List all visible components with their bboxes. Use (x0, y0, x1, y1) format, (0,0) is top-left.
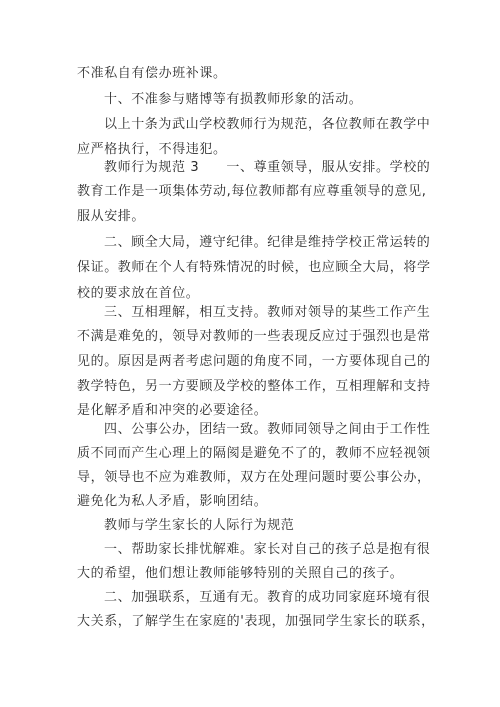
text-line: 保证。教师在个人有特殊情况的时候，也应顾全大局，将学 (77, 260, 431, 275)
text-line: 应严格执行，不得违犯。 (77, 142, 227, 157)
text-line: 三、互相理解，相互支持。教师对领导的某些工作产生 (104, 305, 431, 320)
text-line: 一、帮助家长排忧解难。家长对自己的孩子总是抱有很 (104, 542, 431, 557)
text-line: 导，领导也不应为难教师，双方在处理问题时要公事公办， (77, 470, 431, 485)
text-line: 教师行为规范 3 一、尊重领导，服从安排。学校的 (104, 160, 431, 175)
text-line: 不准私自有偿办班补课。 (77, 66, 227, 81)
text-line: 校的要求放在首位。 (77, 286, 200, 301)
text-line: 见的。原因是两者考虑问题的角度不同，一方要体现自己的 (77, 354, 431, 369)
text-line: 二、顾全大局，遵守纪律。纪律是维持学校正常运转的 (104, 235, 431, 250)
text-line: 大的希望，他们想让教师能够特别的关照自己的孩子。 (77, 566, 404, 581)
text-line: 教育工作是一项集体劳动,每位教师都有应尊重领导的意见, (77, 184, 427, 199)
text-line: 服从安排。 (77, 209, 146, 224)
text-line: 大关系，了解学生在家庭的'表现，加强同学生家长的联系， (77, 614, 435, 629)
text-line: 二、加强联系，互通有无。教育的成功同家庭环境有很 (104, 590, 431, 605)
text-line: 避免化为私人矛盾，影响团结。 (77, 494, 268, 509)
text-line: 是化解矛盾和冲突的必要途径。 (77, 403, 268, 418)
text-line: 教学特色，另一方要顾及学校的整体工作，互相理解和支持 (77, 379, 431, 394)
text-line: 以上十条为武山学校教师行为规范，各位教师在教学中 (104, 117, 431, 132)
text-line: 十、不准参与赌博等有损教师形象的活动。 (104, 92, 363, 107)
text-line: 四、公事公办，团结一致。教师同领导之间由于工作性 (104, 422, 431, 437)
text-line: 质不同而产生心理上的隔阂是避免不了的，教师不应轻视领 (77, 446, 431, 461)
text-line: 不满是难免的，领导对教师的一些表现反应过于强烈也是常 (77, 329, 431, 344)
section-heading: 教师与学生家长的人际行为规范 (104, 518, 295, 533)
